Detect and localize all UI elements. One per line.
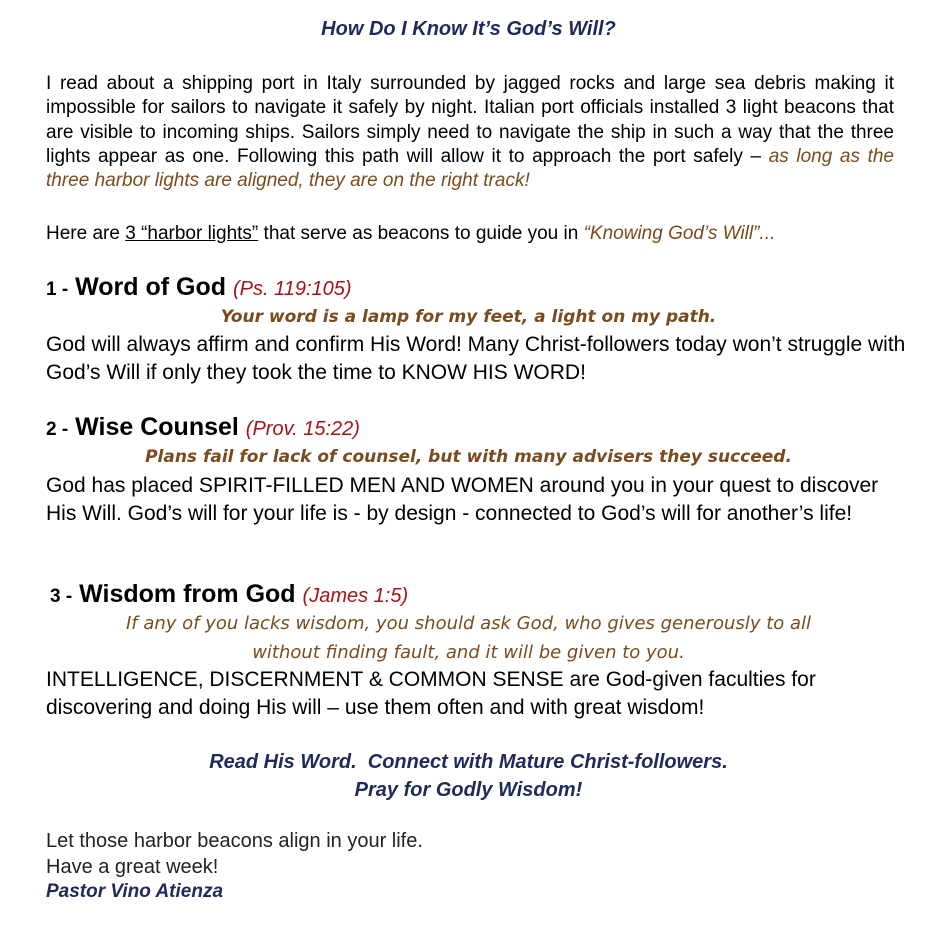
lights-emphasis: “Knowing God’s Will”... (583, 223, 776, 244)
point-2-reference: (Prov. 15:22) (245, 418, 360, 440)
point-3-number: 3 - (50, 586, 73, 607)
point-2-heading (46, 412, 360, 445)
point-3-name: Wisdom from God (79, 580, 296, 608)
closing-line-2: Pray for Godly Wisdom! (354, 779, 583, 801)
lights-middle: that serve as beacons to guide you in (258, 223, 584, 244)
point-1-verse: Your word is a lamp for my feet, a light on my path. (220, 307, 717, 327)
lights-prefix: Here are (46, 223, 126, 244)
point-3-verse-line-1: If any of you lacks wisdom, you should ask God, who gives generously to all (125, 613, 812, 634)
point-1-number: 1 - (46, 279, 69, 300)
intro-text: I read about a shipping port in Italy surrounded by jagged rocks and large sea debris making it impossible for sailors to navigate it safely by night. Italian port officials installed 3 light beacons that are visible to incoming ships. Sailors simply need to navigate the ship in such a way that the three lights appear as one. Following this path will allow it to approach the port safely – (46, 73, 894, 167)
closing-line-1: Read His Word. Connect with Mature Christ-followers. (209, 751, 728, 773)
point-3-reference: (James 1:5) (302, 585, 409, 607)
point-1-heading (46, 272, 352, 305)
intro-emphasis: as long as the three harbor lights are aligned, they are on the right track! (46, 145, 894, 192)
point-2-verse: Plans fail for lack of counsel, but with many advisers they succeed. (145, 447, 792, 467)
sign-off-line-2: Have a great week! (46, 856, 219, 878)
point-2-body: God has placed SPIRIT-FILLED MEN AND WOMEN around you in your quest to discover His Will. God’s will for your life is - by design - connected to God’s will for another’s life! (46, 474, 879, 525)
page-title: How Do I Know It’s God’s Will? (321, 18, 616, 40)
sign-off-line-1: Let those harbor beacons align in your life. (46, 830, 423, 852)
signature: Pastor Vino Atienza (46, 881, 224, 902)
harbor-lights-line (46, 222, 906, 246)
point-3-verse-line-2: without finding fault, and it will be given to you. (252, 642, 685, 663)
point-1-name: Word of God (75, 273, 227, 301)
point-1-body: God will always affirm and confirm His Word! Many Christ-followers today won’t struggle with God’s Will if only they took the time to KNOW HIS WORD! (46, 333, 906, 384)
intro-paragraph (46, 72, 894, 193)
point-3-body: INTELLIGENCE, DISCERNMENT & COMMON SENSE are God-given faculties for discovering and doing His will – use them often and with great wisdom! (46, 668, 816, 719)
closing-statement (0, 748, 937, 804)
point-1-reference: (Ps. 119:105) (233, 278, 352, 300)
point-3-heading (50, 579, 408, 612)
sign-off (46, 828, 423, 904)
point-2-name: Wise Counsel (75, 413, 239, 441)
lights-underlined: 3 “harbor lights” (125, 223, 259, 244)
point-2-number: 2 - (46, 419, 69, 440)
